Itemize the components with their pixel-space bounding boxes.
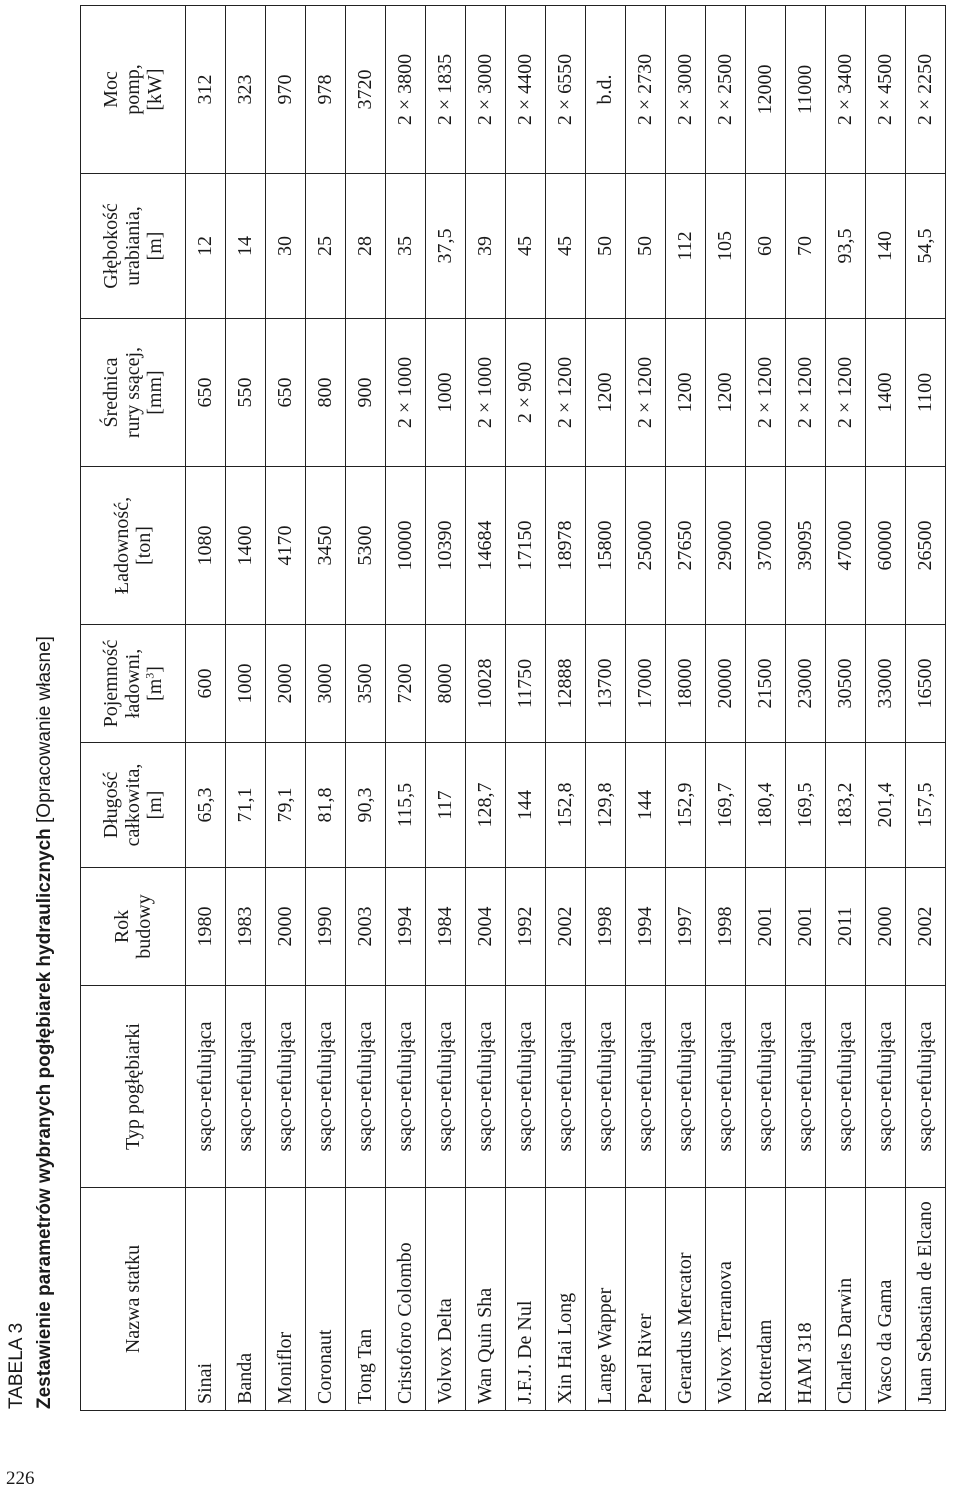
table-row [346, 6, 386, 1411]
header-capacity: Ładowność, [ton] [81, 467, 186, 625]
cell-ship-name: Coronaut [306, 1188, 346, 1411]
table-title-text: Zestawienie parametrów wybranych pogłębiarek hydraulicznych [34, 828, 55, 1409]
cell-hopper-volume: 600 [186, 625, 226, 743]
cell-pump-power: 970 [266, 6, 306, 174]
cell-dredging-depth: 50 [626, 174, 666, 319]
cell-total-length: 169,7 [706, 743, 746, 868]
cell-pump-power: 3720 [346, 6, 386, 174]
cell-dredger-type: ssąco-refulująca [466, 986, 506, 1188]
cell-dredger-type: ssąco-refulująca [626, 986, 666, 1188]
cell-pump-power: 2 × 2500 [706, 6, 746, 174]
header-type: Typ pogłębiarki [81, 986, 186, 1188]
table-row [426, 6, 466, 1411]
cell-suction-pipe-diameter: 1400 [866, 319, 906, 467]
cell-hopper-volume: 23000 [786, 625, 826, 743]
cell-ship-name: Juan Sebastian de Elcano [906, 1188, 946, 1411]
cell-total-length: 144 [626, 743, 666, 868]
cell-total-length: 71,1 [226, 743, 266, 868]
header-length: Długość całkowita, [m] [81, 743, 186, 868]
cell-dredging-depth: 50 [586, 174, 626, 319]
cell-ship-name: Wan Quin Sha [466, 1188, 506, 1411]
cell-dredger-type: ssąco-refulująca [546, 986, 586, 1188]
cell-hopper-volume: 7200 [386, 625, 426, 743]
cell-dredging-depth: 37,5 [426, 174, 466, 319]
cell-hopper-volume: 11750 [506, 625, 546, 743]
cell-hopper-volume: 3500 [346, 625, 386, 743]
dredger-table-container [80, 5, 946, 1411]
header-pipe: Średnica rury ssącej, [mm] [81, 319, 186, 467]
cell-dredging-depth: 70 [786, 174, 826, 319]
cell-hopper-volume: 3000 [306, 625, 346, 743]
cell-load-capacity: 1400 [226, 467, 266, 625]
cell-dredger-type: ssąco-refulująca [666, 986, 706, 1188]
cell-suction-pipe-diameter: 2 × 1000 [386, 319, 426, 467]
cell-dredging-depth: 140 [866, 174, 906, 319]
header-name: Nazwa statku [81, 1188, 186, 1411]
cell-suction-pipe-diameter: 1200 [586, 319, 626, 467]
table-row [546, 6, 586, 1411]
cell-ship-name: Lange Wapper [586, 1188, 626, 1411]
table-source: [Opracowanie własne] [34, 636, 55, 823]
cell-load-capacity: 5300 [346, 467, 386, 625]
table-caption [0, 0, 78, 1491]
table-row [866, 6, 906, 1411]
cell-dredger-type: ssąco-refulująca [706, 986, 746, 1188]
cell-build-year: 1983 [226, 868, 266, 986]
cell-build-year: 1998 [586, 868, 626, 986]
cell-pump-power: 2 × 2250 [906, 6, 946, 174]
cell-total-length: 201,4 [866, 743, 906, 868]
header-power: Moc pomp, [kW] [81, 6, 186, 174]
cell-pump-power: 978 [306, 6, 346, 174]
cell-load-capacity: 25000 [626, 467, 666, 625]
table-row [706, 6, 746, 1411]
cell-load-capacity: 10000 [386, 467, 426, 625]
cell-suction-pipe-diameter: 650 [186, 319, 226, 467]
cell-suction-pipe-diameter: 900 [346, 319, 386, 467]
cell-suction-pipe-diameter: 1000 [426, 319, 466, 467]
cell-suction-pipe-diameter: 2 × 1000 [466, 319, 506, 467]
cell-suction-pipe-diameter: 800 [306, 319, 346, 467]
cell-hopper-volume: 2000 [266, 625, 306, 743]
cell-total-length: 157,5 [906, 743, 946, 868]
cell-build-year: 2004 [466, 868, 506, 986]
cell-ship-name: Pearl River [626, 1188, 666, 1411]
cell-pump-power: 2 × 4400 [506, 6, 546, 174]
cell-pump-power: 2 × 4500 [866, 6, 906, 174]
cell-load-capacity: 39095 [786, 467, 826, 625]
cell-pump-power: 312 [186, 6, 226, 174]
cell-ship-name: Cristoforo Colombo [386, 1188, 426, 1411]
cell-dredging-depth: 60 [746, 174, 786, 319]
cell-hopper-volume: 21500 [746, 625, 786, 743]
cell-pump-power: b.d. [586, 6, 626, 174]
cell-dredger-type: ssąco-refulująca [586, 986, 626, 1188]
cell-hopper-volume: 13700 [586, 625, 626, 743]
cell-build-year: 1980 [186, 868, 226, 986]
cell-total-length: 115,5 [386, 743, 426, 868]
table-title [34, 636, 56, 1409]
cell-total-length: 144 [506, 743, 546, 868]
cell-total-length: 90,3 [346, 743, 386, 868]
cell-ship-name: Moniflor [266, 1188, 306, 1411]
cell-ship-name: Banda [226, 1188, 266, 1411]
cell-hopper-volume: 18000 [666, 625, 706, 743]
cell-load-capacity: 37000 [746, 467, 786, 625]
cell-total-length: 152,9 [666, 743, 706, 868]
cell-total-length: 180,4 [746, 743, 786, 868]
table-row [786, 6, 826, 1411]
cell-load-capacity: 15800 [586, 467, 626, 625]
cell-build-year: 1994 [386, 868, 426, 986]
table-row [586, 6, 626, 1411]
cell-dredging-depth: 28 [346, 174, 386, 319]
cell-suction-pipe-diameter: 1200 [666, 319, 706, 467]
cell-pump-power: 2 × 3400 [826, 6, 866, 174]
table-row [306, 6, 346, 1411]
cell-dredging-depth: 112 [666, 174, 706, 319]
cell-dredger-type: ssąco-refulująca [226, 986, 266, 1188]
cell-ship-name: Rotterdam [746, 1188, 786, 1411]
cell-dredging-depth: 35 [386, 174, 426, 319]
cell-ship-name: HAM 318 [786, 1188, 826, 1411]
cell-load-capacity: 3450 [306, 467, 346, 625]
cell-build-year: 2002 [546, 868, 586, 986]
table-row [506, 6, 546, 1411]
cell-suction-pipe-diameter: 2 × 1200 [746, 319, 786, 467]
cell-dredger-type: ssąco-refulująca [506, 986, 546, 1188]
page-number: 226 [6, 1468, 35, 1489]
cell-dredging-depth: 30 [266, 174, 306, 319]
table-row [906, 6, 946, 1411]
cell-ship-name: Volvox Terranova [706, 1188, 746, 1411]
cell-ship-name: J.F.J. De Nul [506, 1188, 546, 1411]
cell-dredger-type: ssąco-refulująca [746, 986, 786, 1188]
cell-pump-power: 12000 [746, 6, 786, 174]
cell-dredging-depth: 45 [546, 174, 586, 319]
cell-load-capacity: 1080 [186, 467, 226, 625]
cell-build-year: 2002 [906, 868, 946, 986]
cell-load-capacity: 4170 [266, 467, 306, 625]
cell-ship-name: Volvox Delta [426, 1188, 466, 1411]
cell-dredger-type: ssąco-refulująca [186, 986, 226, 1188]
cell-build-year: 2001 [746, 868, 786, 986]
cell-build-year: 2000 [266, 868, 306, 986]
cell-dredging-depth: 39 [466, 174, 506, 319]
cell-pump-power: 2 × 3000 [466, 6, 506, 174]
cell-load-capacity: 60000 [866, 467, 906, 625]
cell-build-year: 2001 [786, 868, 826, 986]
cell-load-capacity: 10390 [426, 467, 466, 625]
cell-load-capacity: 18978 [546, 467, 586, 625]
cell-total-length: 128,7 [466, 743, 506, 868]
cell-ship-name: Tong Tan [346, 1188, 386, 1411]
cell-suction-pipe-diameter: 2 × 900 [506, 319, 546, 467]
cell-dredger-type: ssąco-refulująca [266, 986, 306, 1188]
cell-hopper-volume: 16500 [906, 625, 946, 743]
cell-total-length: 79,1 [266, 743, 306, 868]
cell-suction-pipe-diameter: 2 × 1200 [826, 319, 866, 467]
table-row [266, 6, 306, 1411]
cell-load-capacity: 29000 [706, 467, 746, 625]
cell-dredger-type: ssąco-refulująca [386, 986, 426, 1188]
cell-hopper-volume: 12888 [546, 625, 586, 743]
cell-dredger-type: ssąco-refulująca [346, 986, 386, 1188]
cell-load-capacity: 14684 [466, 467, 506, 625]
cell-dredger-type: ssąco-refulująca [866, 986, 906, 1188]
cell-total-length: 81,8 [306, 743, 346, 868]
cell-hopper-volume: 33000 [866, 625, 906, 743]
cell-total-length: 169,5 [786, 743, 826, 868]
cell-pump-power: 2 × 1835 [426, 6, 466, 174]
table-row [466, 6, 506, 1411]
cell-load-capacity: 17150 [506, 467, 546, 625]
cell-hopper-volume: 10028 [466, 625, 506, 743]
cell-total-length: 152,8 [546, 743, 586, 868]
cell-dredging-depth: 14 [226, 174, 266, 319]
cell-ship-name: Gerardus Mercator [666, 1188, 706, 1411]
cell-pump-power: 2 × 6550 [546, 6, 586, 174]
cell-suction-pipe-diameter: 1200 [706, 319, 746, 467]
cell-dredger-type: ssąco-refulująca [906, 986, 946, 1188]
cell-dredger-type: ssąco-refulująca [426, 986, 466, 1188]
cell-dredger-type: ssąco-refulująca [786, 986, 826, 1188]
table-row [746, 6, 786, 1411]
cell-hopper-volume: 17000 [626, 625, 666, 743]
cell-build-year: 1994 [626, 868, 666, 986]
cell-dredging-depth: 93,5 [826, 174, 866, 319]
cell-load-capacity: 26500 [906, 467, 946, 625]
cell-hopper-volume: 8000 [426, 625, 466, 743]
table-row [386, 6, 426, 1411]
cell-pump-power: 11000 [786, 6, 826, 174]
cell-dredging-depth: 45 [506, 174, 546, 319]
cell-build-year: 2000 [866, 868, 906, 986]
cell-dredging-depth: 25 [306, 174, 346, 319]
cell-suction-pipe-diameter: 2 × 1200 [786, 319, 826, 467]
cell-dredging-depth: 54,5 [906, 174, 946, 319]
table-label: TABELA 3 [6, 1322, 27, 1409]
table-row [666, 6, 706, 1411]
dredger-parameters-table [80, 5, 946, 1411]
cell-total-length: 129,8 [586, 743, 626, 868]
cell-dredging-depth: 12 [186, 174, 226, 319]
cell-suction-pipe-diameter: 550 [226, 319, 266, 467]
cell-hopper-volume: 1000 [226, 625, 266, 743]
cell-ship-name: Vasco da Gama [866, 1188, 906, 1411]
cell-pump-power: 2 × 3800 [386, 6, 426, 174]
cell-hopper-volume: 20000 [706, 625, 746, 743]
cell-suction-pipe-diameter: 1100 [906, 319, 946, 467]
header-year: Rok budowy [81, 868, 186, 986]
table-row [186, 6, 226, 1411]
cell-build-year: 1997 [666, 868, 706, 986]
cell-pump-power: 2 × 2730 [626, 6, 666, 174]
cell-total-length: 117 [426, 743, 466, 868]
cell-total-length: 183,2 [826, 743, 866, 868]
cell-load-capacity: 47000 [826, 467, 866, 625]
cell-dredging-depth: 105 [706, 174, 746, 319]
table-row [626, 6, 666, 1411]
table-row [226, 6, 266, 1411]
cell-total-length: 65,3 [186, 743, 226, 868]
cell-build-year: 1992 [506, 868, 546, 986]
cell-pump-power: 323 [226, 6, 266, 174]
cell-build-year: 2003 [346, 868, 386, 986]
cell-build-year: 2011 [826, 868, 866, 986]
table-body [186, 6, 946, 1411]
cell-suction-pipe-diameter: 650 [266, 319, 306, 467]
cell-load-capacity: 27650 [666, 467, 706, 625]
header-depth: Głębokość urabiania, [m] [81, 174, 186, 319]
cell-pump-power: 2 × 3000 [666, 6, 706, 174]
cell-dredger-type: ssąco-refulująca [826, 986, 866, 1188]
cell-build-year: 1998 [706, 868, 746, 986]
cell-suction-pipe-diameter: 2 × 1200 [546, 319, 586, 467]
header-hopper: Pojemność ładowni, $[m^3]$ [81, 625, 186, 743]
table-row [826, 6, 866, 1411]
cell-ship-name: Charles Darwin [826, 1188, 866, 1411]
cell-hopper-volume: 30500 [826, 625, 866, 743]
cell-build-year: 1984 [426, 868, 466, 986]
cell-build-year: 1990 [306, 868, 346, 986]
header-row [81, 6, 186, 1411]
cell-dredger-type: ssąco-refulująca [306, 986, 346, 1188]
cell-suction-pipe-diameter: 2 × 1200 [626, 319, 666, 467]
cell-ship-name: Sinai [186, 1188, 226, 1411]
cell-ship-name: Xin Hai Long [546, 1188, 586, 1411]
